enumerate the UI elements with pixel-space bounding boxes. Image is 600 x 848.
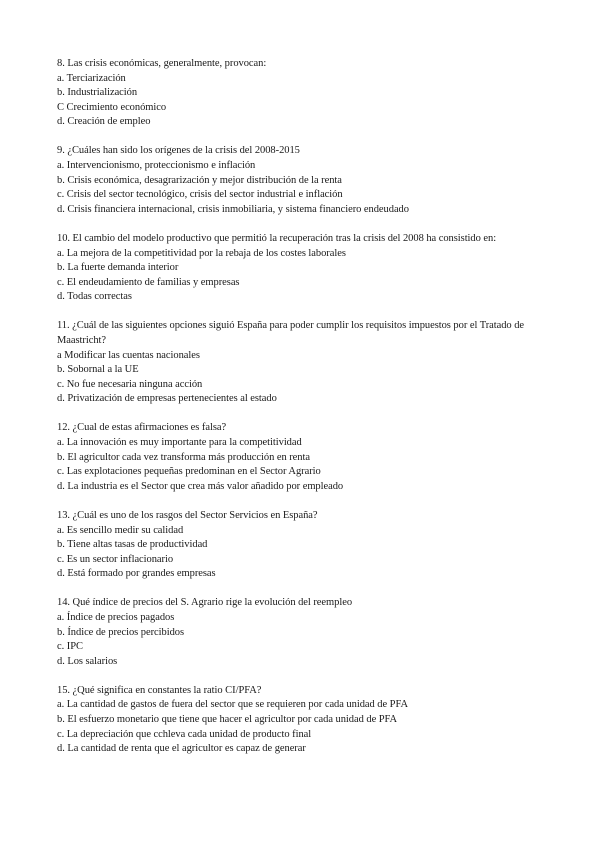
question-text: 9. ¿Cuáles han sido los orígenes de la crisis del 2008-2015 xyxy=(57,145,300,157)
option-c: c. Es un sector inflacionario xyxy=(57,553,174,565)
option-d: d. La industria es el Sector que crea más valor añadido por empleado xyxy=(57,480,344,492)
question-8 xyxy=(57,57,560,130)
option-d: d. Está formado por grandes empresas xyxy=(57,568,216,580)
question-13 xyxy=(57,509,560,582)
option-a: a. Es sencillo medir su calidad xyxy=(57,524,184,536)
option-a: a. La cantidad de gastos de fuera del sector que se requieren por cada unidad de PFA xyxy=(57,699,409,711)
question-12 xyxy=(57,421,560,494)
option-c: c. Crisis del sector tecnológico, crisis del sector industrial e inflación xyxy=(57,189,343,201)
question-14 xyxy=(57,596,560,669)
option-a: a. La innovación es muy importante para la competitividad xyxy=(57,437,302,449)
option-d: d. La cantidad de renta que el agricultor es capaz de generar xyxy=(57,743,306,755)
option-a: a. Índice de precios pagados xyxy=(57,612,175,623)
option-b: b. Industrialización xyxy=(57,87,138,99)
option-c: c. No fue necesaria ninguna acción xyxy=(57,378,203,390)
question-11 xyxy=(57,319,560,407)
option-c: c. La depreciación que cchleva cada unidad de producto final xyxy=(57,728,312,740)
question-text: 15. ¿Qué significa en constantes la ratio CI/PFA? xyxy=(57,684,262,696)
question-text: 11. ¿Cuál de las siguientes opciones siguió España para poder cumplir los requisitos impuestos por el Tratado de Maastricht? xyxy=(57,320,525,346)
option-d: d. Crisis financiera internacional, crisis inmobiliaria, y sistema financiero endeudado xyxy=(57,203,409,215)
option-d: d. Todas correctas xyxy=(57,291,132,303)
option-b: b. Crisis económica, desagrarización y mejor distribución de la renta xyxy=(57,174,342,186)
option-c: C Crecimiento económico xyxy=(57,101,167,113)
option-a: a. La mejora de la competitividad por la rebaja de los costes laborales xyxy=(57,247,346,259)
question-text: 10. El cambio del modelo productivo que permitió la recuperación tras la crisis del 2008 ha consistido en: xyxy=(57,232,497,244)
question-text: 12. ¿Cual de estas afirmaciones es falsa? xyxy=(57,422,227,434)
option-c: c. IPC xyxy=(57,641,83,653)
option-c: c. Las explotaciones pequeñas predominan en el Sector Agrario xyxy=(57,466,321,478)
option-c: c. El endeudamiento de familias y empresas xyxy=(57,276,240,288)
option-d: d. Privatización de empresas pertenecientes al estado xyxy=(57,393,277,405)
option-b: b. El agricultor cada vez transforma más producción en renta xyxy=(57,451,310,463)
option-b: b. La fuerte demanda interior xyxy=(57,262,179,274)
option-a: a Modificar las cuentas nacionales xyxy=(57,349,200,361)
option-d: d. Creación de empleo xyxy=(57,116,151,128)
question-15 xyxy=(57,684,560,757)
question-text: 13. ¿Cuál es uno de los rasgos del Sector Servicios en España? xyxy=(57,509,318,521)
option-d: d. Los salarios xyxy=(57,655,118,667)
option-a: a. Intervencionismo, proteccionismo e inflación xyxy=(57,160,256,172)
option-b: b. El esfuerzo monetario que tiene que hacer el agricultor por cada unidad de PFA xyxy=(57,714,398,726)
question-text: 8. Las crisis económicas, generalmente, provocan: xyxy=(57,58,267,69)
option-a: a. Terciarización xyxy=(57,72,126,84)
question-10 xyxy=(57,232,560,305)
option-b: b. Tiene altas tasas de productividad xyxy=(57,539,208,551)
question-9 xyxy=(57,144,560,217)
option-b: b. Sobornal a la UE xyxy=(57,364,139,376)
option-b: b. Índice de precios percibidos xyxy=(57,626,185,638)
question-text: 14. Qué índice de precios del S. Agrario rige la evolución del reempleo xyxy=(57,597,353,609)
